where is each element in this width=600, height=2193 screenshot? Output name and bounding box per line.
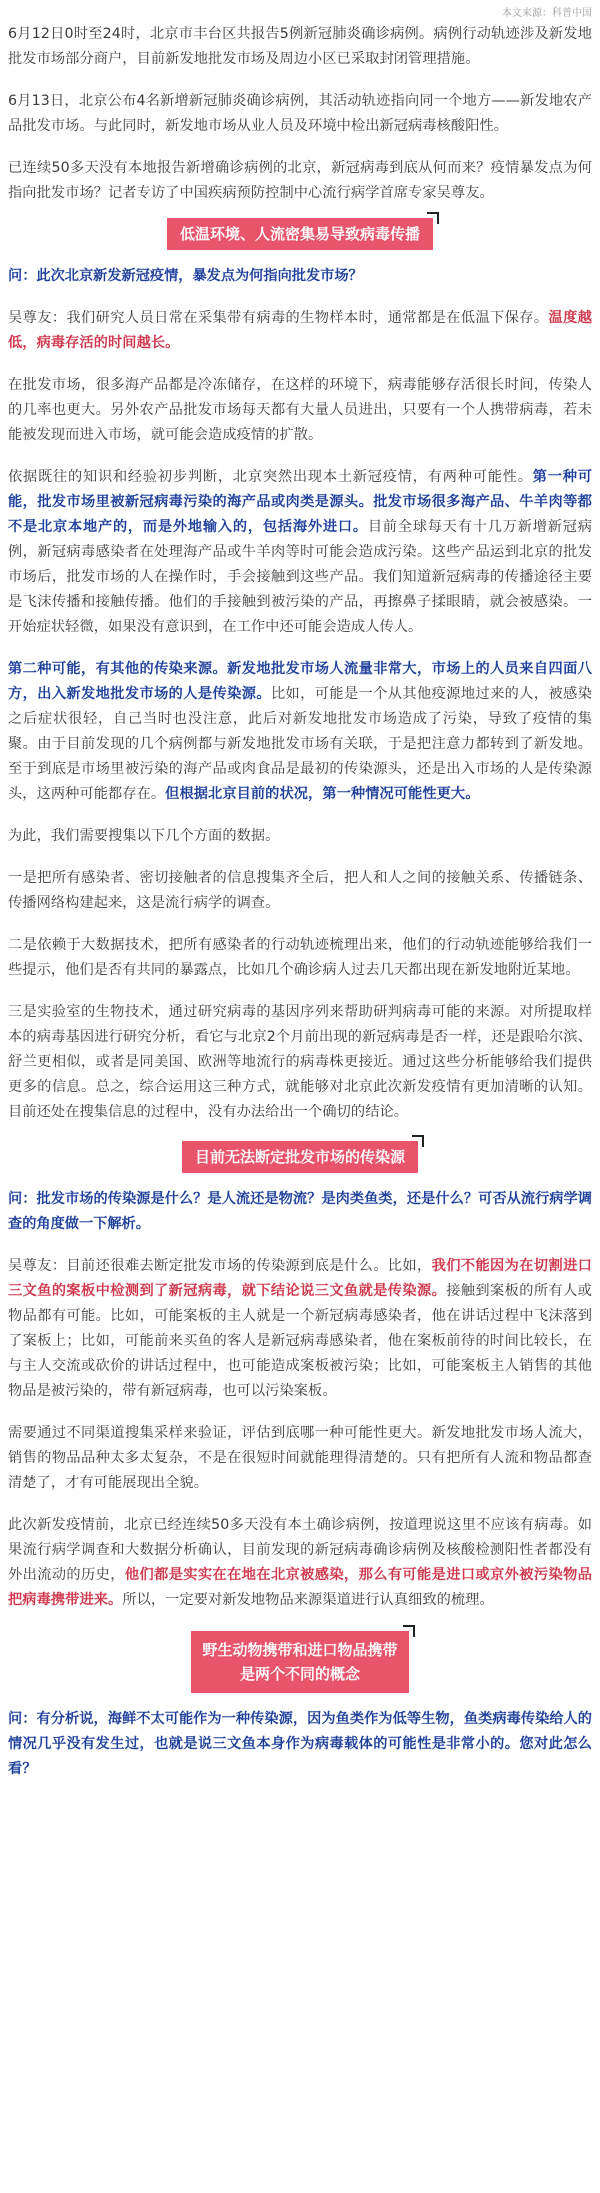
corner-bracket-icon — [412, 1135, 424, 1147]
section2-answer-3-text-a: 此次新发疫情前，北京已经连续50多天没有本土确诊病例，按道理说这里不应该有病毒。如果流行病学调查和大数据分析确认，目前发现的新冠病毒确诊病例及核酸检测阳性者都没有外出流动的历史， — [8, 1517, 592, 1583]
section3-heading-line-2: 是两个不同的概念 — [239, 1665, 360, 1683]
section3-heading-wrap — [8, 1631, 592, 1693]
section1-answer-6: 一是把所有感染者、密切接触者的信息搜集齐全后，把人和人之间的接触关系、传播链条、传播网络构建起来，这是流行病学的调查。 — [8, 870, 592, 911]
section1-question: 问：此次北京新发新冠疫情，暴发点为何指向批发市场？ — [8, 268, 363, 284]
section2-answer-3-highlight: 他们都是实实在在地在北京被感染，那么有可能是进口或京外被污染物品把病毒携带进来。 — [8, 1567, 593, 1608]
section1-answer-2: 在批发市场，很多海产品都是冷冻储存，在这样的环境下，病毒能够存活很长时间，传染人的几率也更大。另外农产品批发市场每天都有大量人员进出，只要有一个人携带病毒，若未能被发现而进入市场，就可能会造成疫情的扩散。 — [8, 377, 592, 443]
section1-heading-text: 低温环境、人流密集易导致病毒传播 — [179, 225, 420, 243]
section1-answer-3-highlight: 第一种可能，批发市场里被新冠病毒污染的海产品或肉类是源头。批发市场很多海产品、牛羊肉等都不是北京本地产的，而是外地输入的，包括海外进口。 — [8, 469, 592, 535]
intro-paragraph-1: 6月12日0时至24时，北京市丰台区共报告5例新冠肺炎确诊病例。病例行动轨迹涉及新发地批发市场部分商户，目前新发地批发市场及周边小区已采取封闭管理措施。 — [8, 26, 592, 67]
section2-answer-1-text-b: 接触到案板的所有人或物品都有可能。比如，可能案板的主人就是一个新冠病毒感染者，他在讲话过程中飞沫落到了案板上；比如，可能前来买鱼的客人是新冠病毒感染者，他在案板前待的时间比较长，在与主人交流或砍价的讲话过程中，也可能造成案板被污染；比如，可能案板主人销售的其他物品是被污染的，带有新冠病毒，也可以污染案板。 — [8, 1283, 592, 1399]
section2-heading-text: 目前无法断定批发市场的传染源 — [194, 1148, 405, 1166]
section2-answer-1-text-a: 吴尊友：目前还很难去断定批发市场的传染源到底是什么。比如， — [8, 1258, 432, 1274]
section1-answer-4-text: 比如，可能是一个从其他疫源地过来的人，被感染之后症状很轻，自己当时也没注意，此后对新发地批发市场造成了污染，导致了疫情的集聚。由于目前发现的几个病例都与新发地批发市场有关联，于是把注意力都转到了新发地。至于到底是市场里被污染的海产品或肉食品是最初的传染源头，还是出入市场的人是传染源头，这两种可能都存在。 — [8, 686, 593, 802]
section1-answer-4-highlight-b: 但根据北京目前的状况，第一种情况可能性更大。 — [165, 786, 480, 802]
section1-answer-8: 三是实验室的生物技术，通过研究病毒的基因序列来帮助研判病毒可能的来源。对所提取样本的病毒基因进行研究分析，看它与北京2个月前出现的新冠病毒是否一样，还是跟哈尔滨、舒兰更相似，或者是同美国、欧洲等地流行的病毒株更接近。通过这些分析能够给我们提供更多的信息。总之，综合运用这三种方式，就能够对北京此次新发疫情有更加清晰的认知。目前还处在搜集信息的过程中，没有办法给出一个确切的结论。 — [8, 1004, 592, 1120]
section1-heading — [167, 218, 433, 250]
corner-bracket-icon — [427, 212, 439, 224]
section1-answer-5: 为此，我们需要搜集以下几个方面的数据。 — [8, 828, 280, 844]
section1-answer-3-text-a: 依据既往的知识和经验初步判断，北京突然出现本土新冠疫情，有两种可能性。 — [8, 469, 533, 485]
intro-paragraph-2: 6月13日，北京公布4名新增新冠肺炎确诊病例，其活动轨迹指向同一个地方——新发地农产品批发市场。与此同时，新发地市场从业人员及环境中检出新冠病毒核酸阳性。 — [8, 93, 592, 134]
section2-answer-1 — [8, 1254, 592, 1404]
section3-heading — [191, 1631, 408, 1693]
section1-answer-3-text-b: 目前全球每天有十几万新增新冠病例，新冠病毒感染者在处理海产品或牛羊肉等时可能会造成污染。这些产品运到北京的批发市场后，批发市场的人在操作时，手会接触到这些产品。我们知道新冠病毒的传播途径主要是飞沫传播和接触传播。他们的手接触到被污染的产品，再擦鼻子揉眼睛，就会被感染。一开始症状轻微，如果没有意识到，在工作中还可能会造成人传人。 — [8, 519, 592, 635]
source-label: 本文来源：科普中国 — [502, 8, 592, 19]
section3-heading-line-1: 野生动物携带和进口物品携带 — [202, 1641, 398, 1659]
section2-question: 问：批发市场的传染源是什么？是人流还是物流？是肉类鱼类，还是什么？可否从流行病学调查的角度做一下解析。 — [8, 1191, 592, 1232]
section2-answer-3-text-b: 所以，一定要对新发地物品来源渠道进行认真细致的梳理。 — [122, 1592, 494, 1608]
section1-answer-1-highlight: 温度越低，病毒存活的时间越长。 — [8, 310, 592, 351]
section1-answer-1 — [8, 306, 592, 356]
section2-answer-3 — [8, 1513, 592, 1613]
intro-paragraph-3: 已连续50多天没有本地报告新增确诊病例的北京，新冠病毒到底从何而来？疫情暴发点为何指向批发市场？记者专访了中国疾病预防控制中心流行病学首席专家吴尊友。 — [8, 160, 592, 201]
section1-answer-3 — [8, 465, 592, 640]
section3-question: 问：有分析说，海鲜不太可能作为一种传染源，因为鱼类作为低等生物，鱼类病毒传染给人的情况几乎没有发生过，也就是说三文鱼本身作为病毒载体的可能性是非常小的。您对此怎么看？ — [8, 1711, 592, 1777]
section2-heading — [182, 1141, 418, 1173]
section1-answer-1-text: 吴尊友：我们研究人员日常在采集带有病毒的生物样本时，通常都是在低温下保存。 — [8, 310, 549, 326]
section1-heading-wrap — [8, 218, 592, 250]
section1-answer-4 — [8, 657, 592, 807]
section2-heading-wrap — [8, 1141, 592, 1173]
section1-answer-7: 二是依赖于大数据技术，把所有感染者的行动轨迹梳理出来，他们的行动轨迹能够给我们一些提示，他们是否有共同的暴露点，比如几个确诊病人过去几天都出现在新发地附近某地。 — [8, 937, 592, 978]
section2-answer-2: 需要通过不同渠道搜集采样来验证，评估到底哪一种可能性更大。新发地批发市场人流大，销售的物品品种太多太复杂，不是在很短时间就能理得清楚的。只有把所有人流和物品都查清楚了，才有可能展现出全貌。 — [8, 1425, 592, 1491]
corner-bracket-icon — [403, 1625, 415, 1637]
section1-answer-4-highlight-a: 第二种可能，有其他的传染来源。新发地批发市场人流量非常大，市场上的人员来自四面八方，出入新发地批发市场的人是传染源。 — [8, 661, 592, 702]
section2-answer-1-highlight: 我们不能因为在切割进口三文鱼的案板中检测到了新冠病毒，就下结论说三文鱼就是传染源。 — [8, 1258, 592, 1299]
